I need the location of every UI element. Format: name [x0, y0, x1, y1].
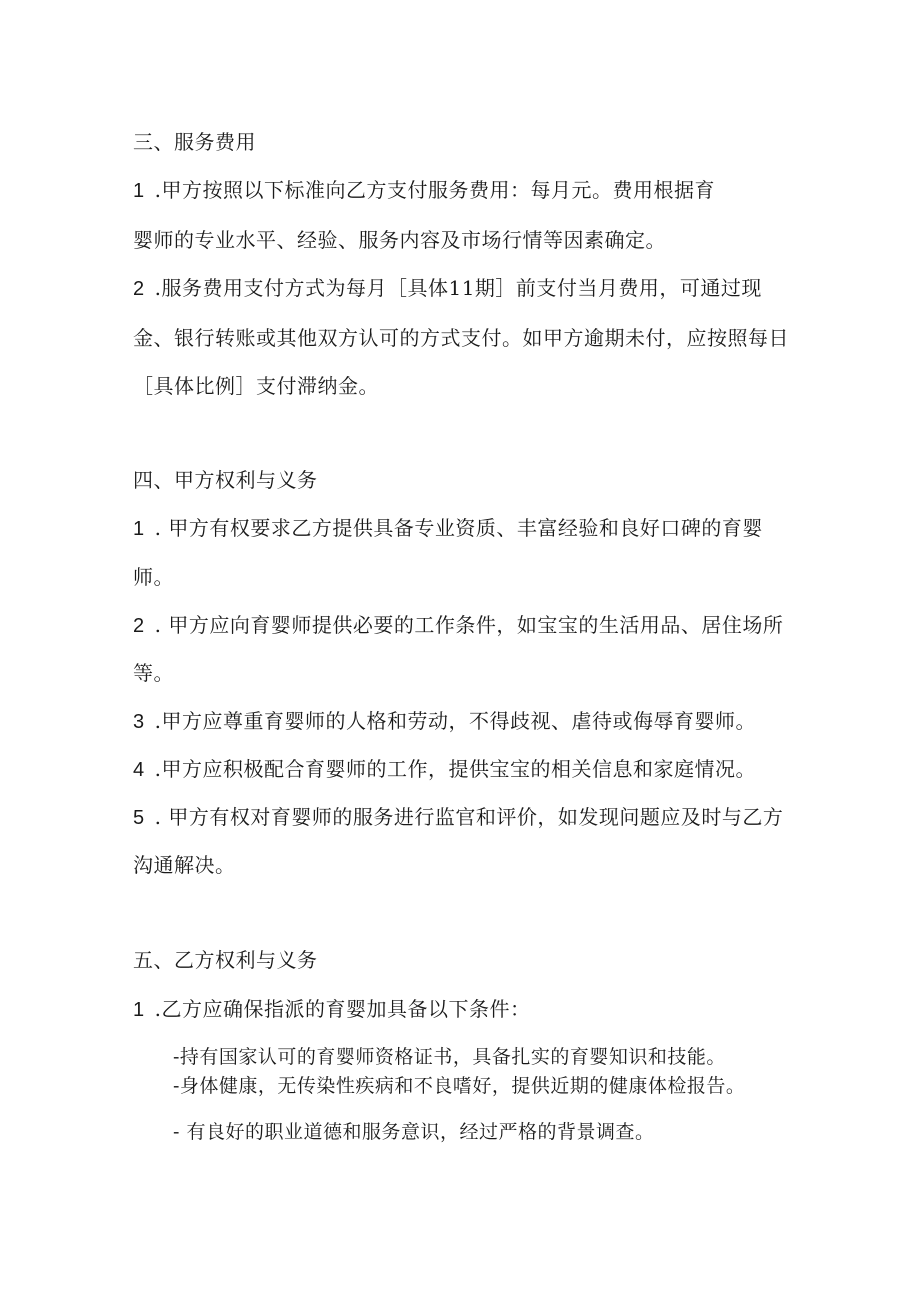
s3-item-1-line-1 — [133, 178, 715, 203]
s4-item-4-number: 4 — [133, 759, 145, 781]
s4-item-5-line-2: 沟通解决。 — [133, 853, 236, 877]
s4-item-5-line-1 — [133, 805, 783, 830]
s5-bullet-3: - 有良好的职业道德和服务意识，经过严格的背景调查。 — [173, 1121, 655, 1143]
s4-item-5-text: . 甲方有权对育婴师的服务进行监官和评价，如发现问题应及时与乙方 — [154, 805, 784, 829]
s4-item-3-number: 3 — [133, 711, 145, 733]
s4-item-3 — [133, 709, 756, 734]
s4-item-2-number: 2 — [133, 615, 145, 637]
section-5-heading: 五、乙方权利与义务 — [133, 948, 318, 972]
s4-item-1-line-2: 师。 — [133, 565, 174, 589]
s4-item-3-text: .甲方应尊重育婴师的人格和劳动，不得歧视、虐待或侮辱育婴师。 — [154, 709, 756, 733]
s5-bullet-1: -持有国家认可的育婴师资格证书，具备扎实的育婴知识和技能。 — [173, 1046, 726, 1068]
s3-item-1-number: 1 — [133, 180, 145, 202]
s4-item-1-number: 1 — [133, 518, 145, 540]
s4-item-2-text: . 甲方应向育婴师提供必要的工作条件，如宝宝的生活用品、居住场所 — [154, 613, 784, 637]
s5-bullet-2: -身体健康，无传染性疾病和不良嗜好，提供近期的健康体检报告。 — [173, 1075, 746, 1097]
s3-item-2-number: 2 — [133, 278, 145, 300]
s3-item-1-line-2: 婴师的专业水平、经验、服务内容及市场行情等因素确定。 — [133, 228, 666, 252]
s3-item-2-line-1 — [133, 276, 762, 301]
s5-item-1 — [133, 997, 530, 1022]
s3-item-2-text: .服务费用支付方式为每月［具体11期］前支付当月费用，可通过现 — [154, 276, 762, 300]
s4-item-2-line-1 — [133, 613, 783, 638]
s5-item-1-text: .乙方应确保指派的育婴加具备以下条件： — [154, 997, 531, 1021]
s3-item-1-text: .甲方按照以下标准向乙方支付服务费用：每月元。费用根据育 — [154, 178, 715, 202]
s4-item-5-number: 5 — [133, 807, 145, 829]
s4-item-2-line-2: 等。 — [133, 661, 174, 685]
section-3-heading: 三、服务费用 — [133, 130, 256, 154]
s5-item-1-number: 1 — [133, 999, 145, 1021]
s4-item-4 — [133, 757, 756, 782]
s4-item-1-text: . 甲方有权要求乙方提供具备专业资质、丰富经验和良好口碑的育婴 — [154, 516, 763, 540]
s3-item-2-line-3: ［具体比例］支付滞纳金。 — [133, 374, 379, 398]
s4-item-4-text: .甲方应积极配合育婴师的工作，提供宝宝的相关信息和家庭情况。 — [154, 757, 756, 781]
section-4-heading: 四、甲方权利与义务 — [133, 468, 318, 492]
s4-item-1-line-1 — [133, 516, 763, 541]
s3-item-2-line-2: 金、银行转账或其他双方认可的方式支付。如甲方逾期未付，应按照每日 — [133, 326, 789, 350]
